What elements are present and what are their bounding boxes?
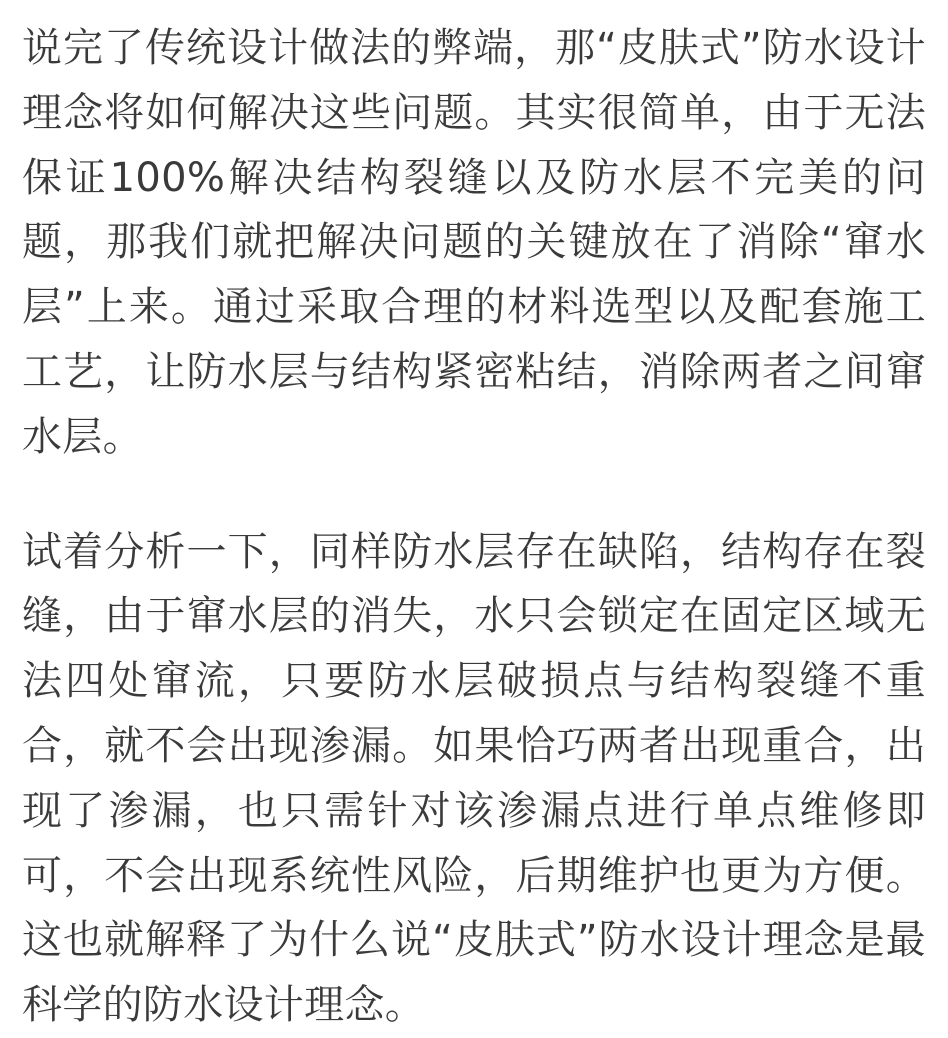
paragraph-1: 说完了传统设计做法的弊端，那“皮肤式”防水设计理念将如何解决这些问题。其实很简单，由于无法保证100%解决结构裂缝以及防水层不完美的问题，那我们就把解决问题的关键放在了消除“窜水层”上来。通过采取合理的材料选型以及配套施工工艺，让防水层与结构紧密粘结，消除两者之间窜水层。: [22, 25, 926, 460]
paragraph-2: 试着分析一下，同样防水层存在缺陷，结构存在裂缝，由于窜水层的消失，水只会锁定在固定区域无法四处窜流，只要防水层破损点与结构裂缝不重合，就不会出现渗漏。如果恰巧两者出现重合，出现了渗漏，也只需针对该渗漏点进行单点维修即可，不会出现系统性风险，后期维护也更为方便。这也就解释了为什么说“皮肤式”防水设计理念是最科学的防水设计理念。: [22, 528, 926, 1029]
article-body: [22, 16, 926, 1038]
